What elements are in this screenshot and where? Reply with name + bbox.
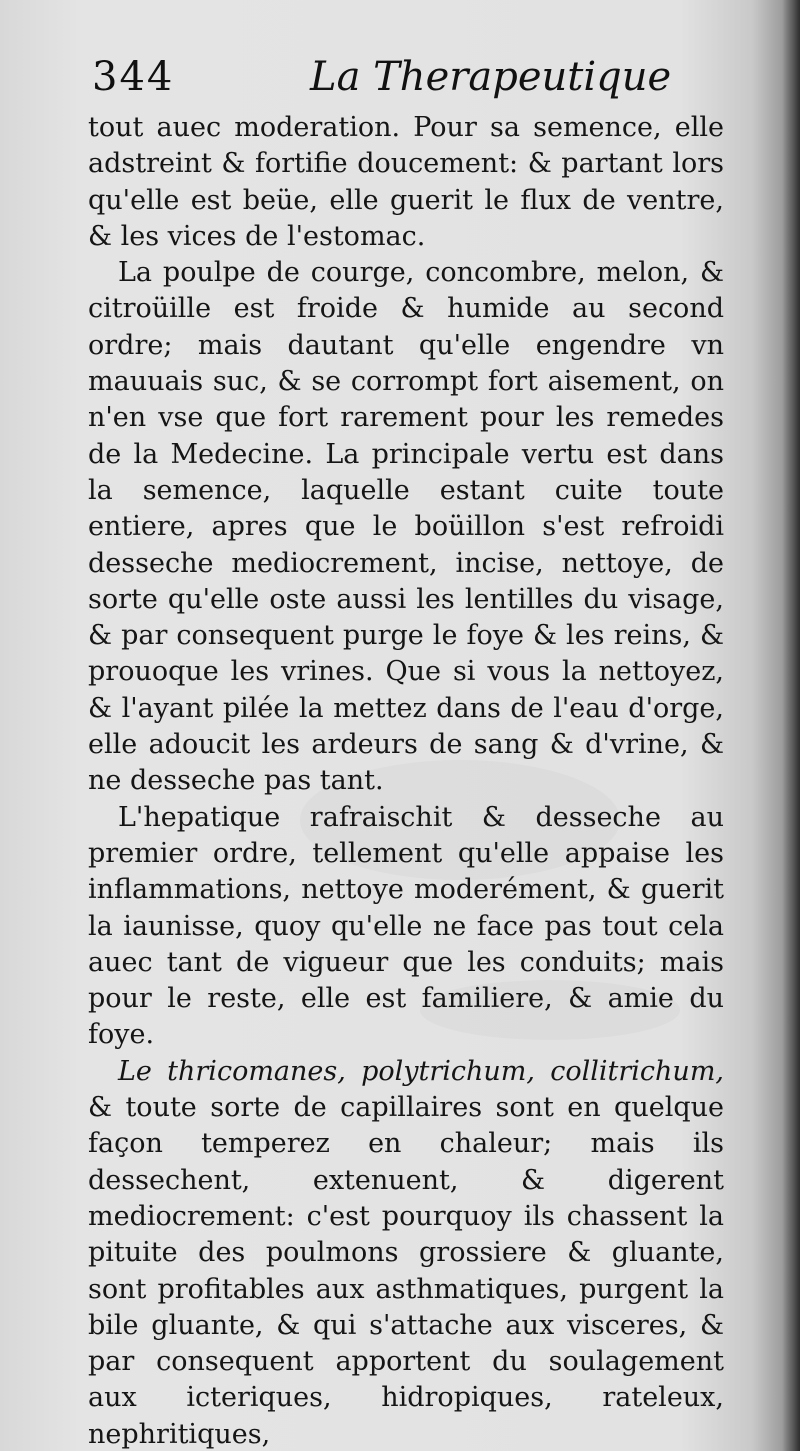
paragraph (88, 255, 724, 799)
italic-text-segment: Le thricomanes, polytrichum, collitrichum, (118, 1055, 724, 1087)
text-segment: L'hepatique rafraischit & desseche au premier ordre, tellement qu'elle appaise les inflammations, nettoye moderément, & guerit la iaunisse, quoy qu'elle ne face pas tout cela auec tant de vigueur que les conduits; mais pour le reste, elle est familiere, & amie du foye. (88, 801, 724, 1051)
text-segment: & toute sorte de capillaires sont en quelque façon temperez en chaleur; mais ils dessechent, extenuent, & digerent mediocrement: c'est pourquoy ils chassent la pituite des poulmons grossiere & gluante, sont profitables aux asthmatiques, purgent la bile gluante, & qui s'attache aux visceres, & par consequent apportent du soulagement aux icteriques, hidropiques, rateleux, nephritiques, (88, 1092, 724, 1450)
text-segment: La poulpe de courge, concombre, melon, & citroüille est froide & humide au second ordre; mais dautant qu'elle engendre vn mauuais suc, & se corrompt fort aisement, on n'en vse que fort rarement pour les remedes de la Medecine. La principale vertu est dans la semence, laquelle estant cuite toute entiere, apres que le boüillon s'est refroidi desseche mediocrement, incise, nettoye, de sorte qu'elle oste aussi les lentilles du visage, & par consequent purge le foye & les reins, & prouoque les vrines. Que si vous la nettoyez, & l'ayant pilée la mettez dans de l'eau d'orge, elle adoucit les ardeurs de sang & d'vrine, & ne desseche pas tant. (88, 257, 724, 797)
text-segment: tout auec moderation. Pour sa semence, elle adstreint & fortifie doucement: & partant lors qu'elle est beüe, elle guerit le flux de ventre, & les vices de l'estomac. (88, 112, 724, 252)
paragraph (88, 1054, 724, 1451)
paragraph (88, 800, 724, 1054)
page-header (92, 54, 732, 114)
book-gutter-shadow (782, 0, 800, 1451)
body-text (88, 110, 724, 1451)
paragraph (88, 110, 724, 255)
running-title: La Therapeutique (310, 54, 672, 100)
page-number: 344 (92, 54, 175, 100)
